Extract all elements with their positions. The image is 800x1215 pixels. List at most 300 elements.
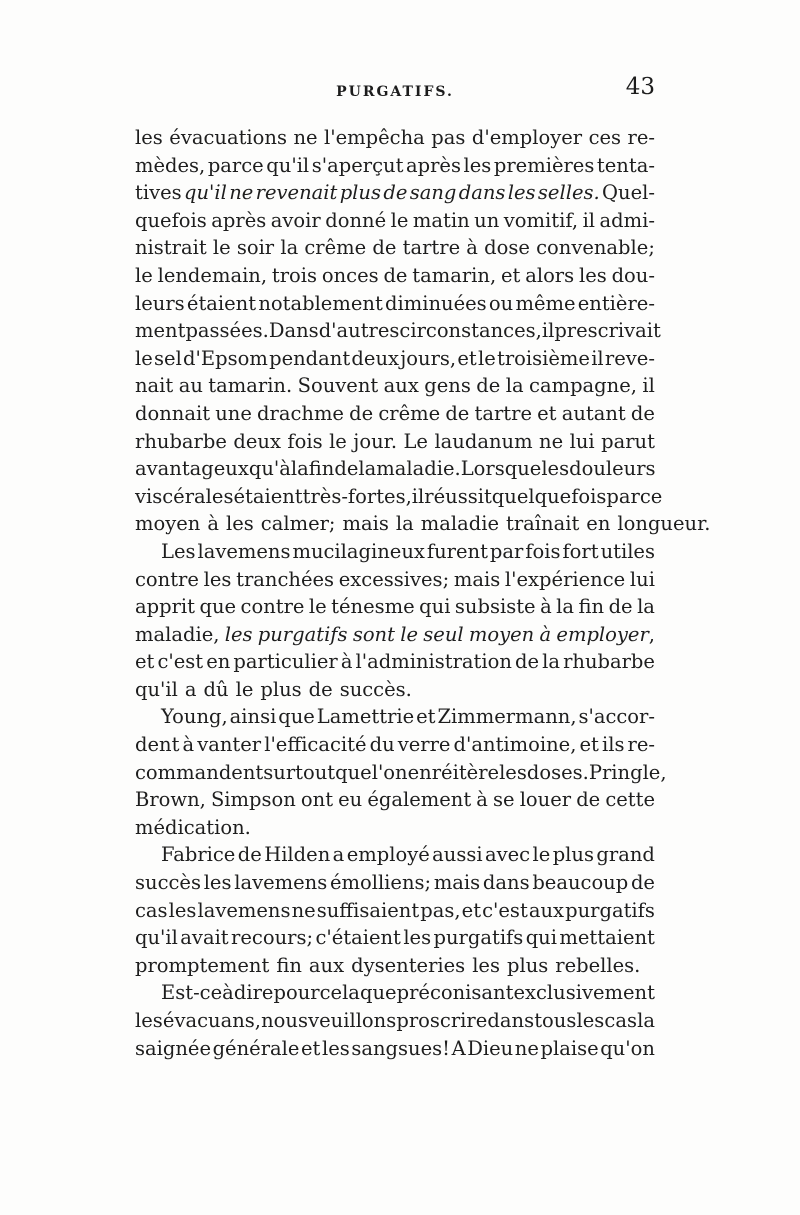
word: revenait (255, 181, 338, 205)
word: onces (321, 263, 379, 287)
word: d'employer (471, 126, 583, 149)
word: la (395, 512, 414, 536)
word: avait (180, 926, 229, 950)
word: et (461, 898, 482, 922)
word: tartre (474, 401, 532, 425)
word: à (466, 236, 478, 260)
word: à (222, 981, 234, 1005)
word: entière- (577, 291, 655, 315)
word: la (637, 1009, 655, 1032)
word: les (507, 181, 536, 205)
word: parut (601, 429, 655, 453)
word: avec (485, 843, 531, 867)
word: le (390, 208, 409, 232)
word: que (199, 595, 237, 619)
word: saignée (135, 1036, 211, 1060)
text-line (135, 345, 655, 373)
word: rhubarbe (563, 650, 655, 674)
word: leurs (135, 291, 185, 315)
word: d'Epsom (183, 346, 268, 370)
word: parce (207, 153, 264, 177)
word: le (400, 622, 419, 646)
word: ne (229, 181, 254, 205)
word: c'étaient (315, 926, 401, 950)
word: tamarin, (412, 263, 497, 287)
word: Est-ce (161, 981, 223, 1005)
word: il (642, 374, 655, 398)
word: circonstances, (399, 319, 542, 343)
word: exclusivement (513, 981, 655, 1005)
word: quefois (135, 208, 207, 232)
word: Les (161, 539, 196, 563)
text-line (135, 234, 655, 262)
word: Le (403, 429, 428, 453)
word: Lorsque (460, 457, 542, 481)
word: vomitif, (503, 208, 579, 232)
word: diminuées (385, 291, 487, 315)
word: de (237, 843, 262, 867)
text-line (135, 648, 655, 676)
word: les (203, 871, 232, 895)
word: ces (588, 126, 622, 149)
word: un (474, 208, 500, 232)
word: plus (506, 953, 549, 977)
word: le (477, 346, 496, 370)
text-line (135, 621, 655, 649)
word: purgatifs (433, 926, 524, 950)
word: la (637, 595, 655, 619)
word: ne (293, 126, 318, 149)
word: maladie (420, 512, 500, 536)
word: nait (135, 374, 174, 398)
text-line (135, 1007, 655, 1035)
word: de (630, 401, 655, 425)
word: de (630, 871, 655, 895)
word: lendemain, (157, 263, 268, 287)
word: d'autres (318, 319, 400, 343)
word: rebelles. (555, 953, 641, 977)
word: de (383, 263, 408, 287)
word: dans (482, 871, 530, 895)
text-line (135, 952, 655, 980)
word: les (403, 926, 432, 950)
word: Quel- (602, 181, 655, 205)
word: lui (569, 429, 595, 453)
word: lavemens (197, 539, 291, 563)
word: ont (300, 788, 334, 812)
word: mèdes, (135, 153, 206, 177)
word: contre (135, 567, 199, 591)
word: l'empêcha (324, 126, 425, 149)
word: pas (431, 126, 466, 149)
text-line (135, 814, 655, 842)
word: dans (458, 181, 506, 205)
word: Fabrice (161, 843, 236, 867)
word: également (367, 788, 472, 812)
text-line (135, 786, 655, 814)
text-line (135, 759, 667, 787)
word: c'est (482, 898, 528, 922)
word: les (135, 126, 163, 149)
word: Dieu (467, 1036, 514, 1060)
word: les (203, 567, 232, 591)
word: fin (578, 595, 605, 619)
word: à (476, 788, 488, 812)
word: réitère (431, 760, 500, 784)
word: rhubarbe (135, 429, 227, 453)
word: aux (308, 953, 345, 977)
word: pendant (269, 346, 351, 370)
word: lavemens (197, 898, 291, 922)
word: ment (135, 319, 186, 343)
word: il (541, 319, 555, 343)
word: doses. (526, 760, 589, 784)
word: cette (605, 788, 655, 812)
word: a (332, 843, 345, 867)
word: évacuans, (162, 1009, 261, 1032)
word: Lamettrie (316, 705, 415, 729)
word: admi- (599, 208, 655, 232)
word: s'accor- (578, 705, 655, 729)
text-line (135, 124, 655, 152)
word: troisième (497, 346, 590, 370)
word: s'aperçut (311, 153, 404, 177)
text-line (135, 372, 655, 400)
word: a (184, 677, 197, 701)
text-line (135, 152, 655, 180)
word: en (206, 650, 231, 674)
word: dire (233, 981, 274, 1005)
word: viscérales (135, 484, 234, 508)
word: mais (453, 567, 501, 591)
word: maladie, (135, 622, 220, 646)
word: l'efficacité (264, 733, 367, 757)
word: que (335, 760, 372, 784)
word: suffisaient (316, 898, 420, 922)
word: médication. (135, 815, 251, 839)
word: commandent (135, 760, 264, 784)
word: Brown, (135, 788, 206, 812)
word: jours, (400, 346, 457, 370)
word: d'antimoine, (453, 733, 577, 757)
word: maladie. (376, 457, 461, 481)
word: douleurs (569, 457, 656, 481)
word: aux (528, 898, 565, 922)
word: donné (325, 208, 387, 232)
word: le (308, 595, 327, 619)
word: les (463, 153, 492, 177)
word: dû (203, 677, 229, 701)
text-line (135, 207, 655, 235)
word: de (308, 677, 333, 701)
word: dose (484, 236, 530, 260)
word: notablement (258, 291, 383, 315)
word: employé (346, 843, 430, 867)
word: selles. (537, 181, 600, 205)
word: les (576, 1009, 605, 1032)
word: Young, (161, 705, 228, 729)
word: deux (233, 429, 281, 453)
word: et (301, 1036, 321, 1060)
word: tives (135, 181, 182, 205)
word: dysenteries (351, 953, 466, 977)
word: promptement (135, 953, 270, 977)
word: trois (271, 263, 318, 287)
word: plus (260, 677, 302, 701)
word: à (207, 512, 219, 536)
text-line (135, 290, 655, 318)
word: pour (273, 981, 320, 1005)
word: cela (319, 981, 360, 1005)
word: après (211, 208, 267, 232)
text-line (135, 703, 655, 731)
word: succès. (339, 677, 412, 701)
text-line (135, 841, 655, 869)
word: il (411, 484, 425, 508)
word: sang (409, 181, 457, 205)
word: de (476, 374, 501, 398)
word: la (556, 595, 575, 619)
word: veuillons (308, 1009, 397, 1032)
word: la (542, 650, 560, 674)
word: évacuations (169, 126, 287, 149)
word: recours; (231, 926, 314, 950)
word: crême (378, 401, 441, 425)
word: le (135, 346, 153, 370)
word: moyen (135, 512, 201, 536)
text-line (135, 510, 711, 538)
word: les (541, 457, 570, 481)
word: il (591, 346, 604, 370)
word: le (329, 429, 347, 453)
word: et (135, 650, 155, 674)
word: les (578, 263, 607, 287)
word: la (505, 374, 524, 398)
word: préconisant (396, 981, 514, 1005)
word: dou- (611, 263, 655, 287)
word: excessives; (338, 567, 450, 591)
word: calmer; (260, 512, 336, 536)
word: gens (424, 374, 471, 398)
word: ne (291, 898, 316, 922)
word: utiles (600, 539, 655, 563)
word: l'on (371, 760, 408, 784)
word: nistrait (135, 236, 207, 260)
text-line (135, 676, 655, 704)
word: sont (352, 622, 395, 646)
word: se (493, 788, 515, 812)
word: l'expérience (504, 567, 626, 591)
word: ou (488, 291, 514, 315)
word: Souvent (297, 374, 379, 398)
word: laudanum (434, 429, 533, 453)
word: très-fortes, (302, 484, 412, 508)
word: drachme (257, 401, 344, 425)
word: lavemens (234, 871, 328, 895)
word: et (457, 346, 477, 370)
word: le (212, 236, 231, 260)
word: Dans (268, 319, 319, 343)
word: qu'il (135, 677, 178, 701)
word: verre (397, 733, 451, 757)
word: les (168, 898, 197, 922)
running-head (135, 74, 655, 108)
word: la (358, 457, 377, 481)
word: de (372, 236, 397, 260)
word: premières (493, 153, 595, 177)
word: vanter (197, 733, 262, 757)
word: nous (261, 1009, 308, 1032)
word: Zimmermann, (437, 705, 577, 729)
word: plus (552, 843, 594, 867)
word: réussit (424, 484, 492, 508)
word: tenta- (596, 153, 655, 177)
word: la (280, 236, 299, 260)
word: étaient (186, 291, 257, 315)
word: qu'il (266, 153, 310, 177)
word: seul (423, 622, 464, 646)
word: jour. (353, 429, 398, 453)
word: en (586, 512, 611, 536)
word: fin (308, 457, 335, 481)
text-line (135, 428, 655, 456)
word: tamarin. (208, 374, 293, 398)
word: contre (240, 595, 305, 619)
word: le (135, 263, 153, 287)
word: les (135, 1009, 163, 1032)
word: longueur. (617, 512, 711, 536)
word: mais (433, 871, 481, 895)
text-line (135, 262, 655, 290)
word: cas (135, 898, 168, 922)
word: même (515, 291, 576, 315)
word: mucilagineux (292, 539, 425, 563)
text-line (135, 731, 655, 759)
word: Pringle, (588, 760, 667, 784)
word: les (472, 953, 500, 977)
word: proscrire (396, 1009, 488, 1032)
word: campagne, (529, 374, 637, 398)
word: qui (419, 595, 451, 619)
word: deux (351, 346, 400, 370)
word: furent (426, 539, 488, 563)
word: beaucoup (532, 871, 629, 895)
word: aussi (432, 843, 483, 867)
word: purgatifs (257, 622, 348, 646)
word: c'est (157, 650, 204, 674)
text-line (135, 566, 655, 594)
word: surtout (263, 760, 336, 784)
word: de (515, 650, 540, 674)
word: ils (601, 733, 625, 757)
text-line (135, 593, 655, 621)
word: tartre (402, 236, 461, 260)
word: tranchées (236, 567, 335, 591)
word: de (576, 788, 601, 812)
word: eu (338, 788, 363, 812)
word: que (278, 705, 315, 729)
word: à (340, 650, 353, 674)
word: re- (627, 733, 655, 757)
word: sel (154, 346, 182, 370)
word: au (178, 374, 203, 398)
word: donnait (135, 401, 211, 425)
word: ténesme (331, 595, 415, 619)
word: alors (525, 263, 575, 287)
text-line (135, 897, 655, 925)
word: plus (339, 181, 381, 205)
word: Simpson (210, 788, 296, 812)
word: les (226, 512, 254, 536)
word: subsiste (454, 595, 536, 619)
word: A (451, 1036, 466, 1060)
word: re- (627, 126, 655, 149)
word: qui (525, 926, 557, 950)
word: et (579, 733, 599, 757)
word: ce (639, 484, 663, 508)
page-number: 43 (625, 74, 655, 100)
word: de (349, 401, 374, 425)
word: en (407, 760, 432, 784)
word: ne (514, 1036, 539, 1060)
word: plaise (540, 1036, 599, 1060)
word: dans (487, 1009, 535, 1032)
word: lui (629, 567, 655, 591)
text-line (135, 179, 655, 207)
text-line (135, 317, 661, 345)
word: qu'à (248, 457, 291, 481)
word: par (606, 484, 640, 508)
word: grand (596, 843, 655, 867)
word: employer, (556, 622, 655, 646)
word: de (445, 401, 470, 425)
word: les (224, 622, 253, 646)
word: qu'on (600, 1036, 655, 1060)
word: à (540, 595, 552, 619)
text-line (135, 455, 655, 483)
word: mais (342, 512, 389, 536)
text-line (135, 979, 655, 1007)
word: purgatifs (565, 898, 655, 922)
word: de (334, 457, 359, 481)
word: le (532, 843, 551, 867)
word: les (321, 1036, 350, 1060)
word: quelquefois (491, 484, 607, 508)
word: de (608, 595, 633, 619)
word: fois (287, 429, 323, 453)
word: une (215, 401, 252, 425)
word: cas (604, 1009, 637, 1032)
word: louer (519, 788, 572, 812)
body-text (135, 124, 711, 1062)
word: moyen (468, 622, 535, 646)
word: matin (412, 208, 470, 232)
word: soir (236, 236, 275, 260)
word: générale (212, 1036, 300, 1060)
word: passées. (185, 319, 269, 343)
word: étaient (233, 484, 303, 508)
word: la (290, 457, 309, 481)
word: avoir (270, 208, 321, 232)
word: du (369, 733, 395, 757)
word: fort (562, 539, 599, 563)
word: après (405, 153, 461, 177)
word: qu'il (183, 181, 227, 205)
word: avantageux (135, 457, 249, 481)
word: fin (276, 953, 302, 977)
word: il (582, 208, 596, 232)
word: que (359, 981, 397, 1005)
